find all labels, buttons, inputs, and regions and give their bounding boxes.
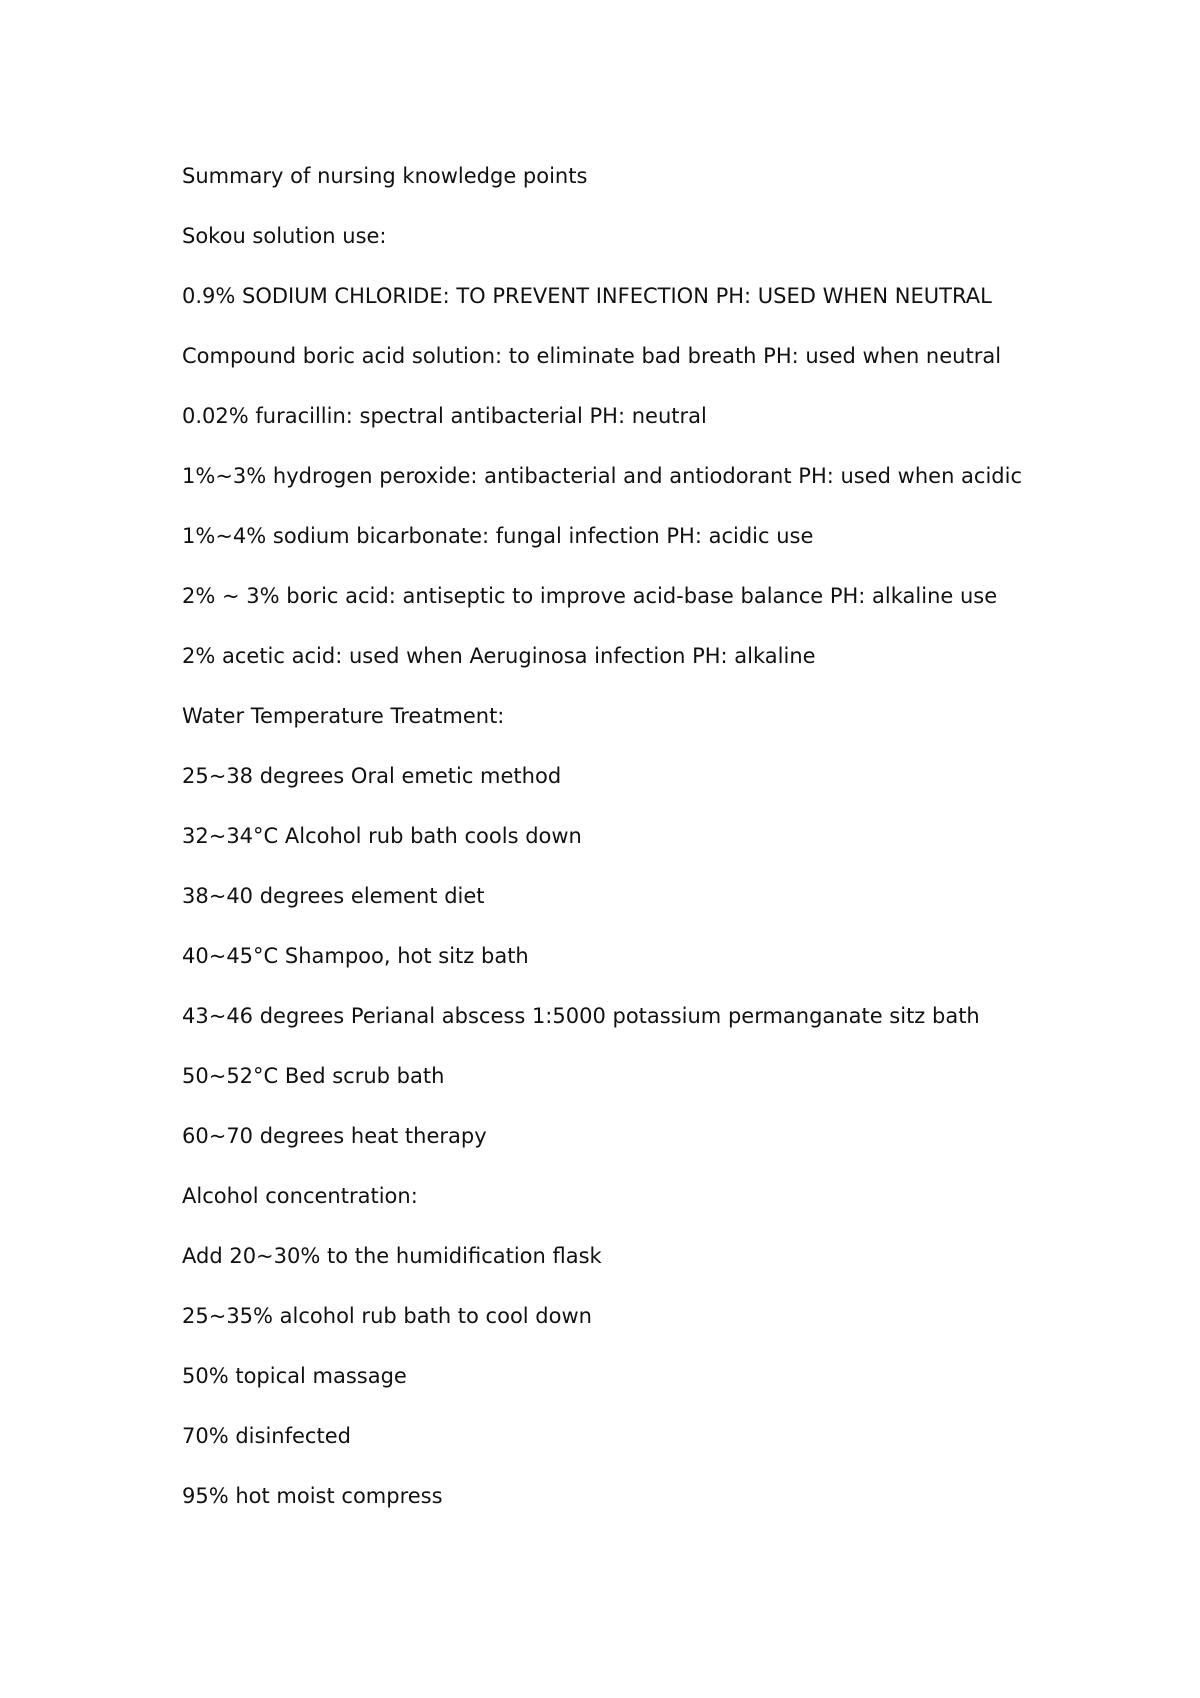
paragraph: 50~52°C Bed scrub bath <box>182 1064 445 1088</box>
paragraph: 0.02% furacillin: spectral antibacterial PH: neutral <box>182 404 707 428</box>
paragraph: 40~45°C Shampoo, hot sitz bath <box>182 944 529 968</box>
paragraph: 38~40 degrees element diet <box>182 884 485 908</box>
paragraph: 25~35% alcohol rub bath to cool down <box>182 1304 592 1328</box>
paragraph: 95% hot moist compress <box>182 1484 443 1508</box>
document-title: Summary of nursing knowledge points <box>182 164 588 188</box>
paragraph: 50% topical massage <box>182 1364 407 1388</box>
paragraph: 1%~3% hydrogen peroxide: antibacterial and antiodorant PH: used when acidic <box>182 464 1023 488</box>
document-body <box>182 161 1022 1541</box>
paragraph: 32~34°C Alcohol rub bath cools down <box>182 824 582 848</box>
section-heading-water-temperature: Water Temperature Treatment: <box>182 704 505 728</box>
paragraph: Compound boric acid solution: to eliminate bad breath PH: used when neutral <box>182 344 1002 368</box>
paragraph: Add 20~30% to the humidification flask <box>182 1244 602 1268</box>
paragraph: 0.9% SODIUM CHLORIDE: TO PREVENT INFECTION PH: USED WHEN NEUTRAL <box>182 284 992 308</box>
section-heading-sokou-solution: Sokou solution use: <box>182 224 387 248</box>
paragraph: 2% ~ 3% boric acid: antiseptic to improve acid-base balance PH: alkaline use <box>182 584 998 608</box>
paragraph: 60~70 degrees heat therapy <box>182 1124 487 1148</box>
paragraph: 25~38 degrees Oral emetic method <box>182 764 562 788</box>
section-heading-alcohol-concentration: Alcohol concentration: <box>182 1184 418 1208</box>
paragraph: 70% disinfected <box>182 1424 351 1448</box>
paragraph: 1%~4% sodium bicarbonate: fungal infection PH: acidic use <box>182 524 814 548</box>
paragraph: 2% acetic acid: used when Aeruginosa infection PH: alkaline <box>182 644 816 668</box>
paragraph: 43~46 degrees Perianal abscess 1:5000 potassium permanganate sitz bath <box>182 1004 980 1028</box>
